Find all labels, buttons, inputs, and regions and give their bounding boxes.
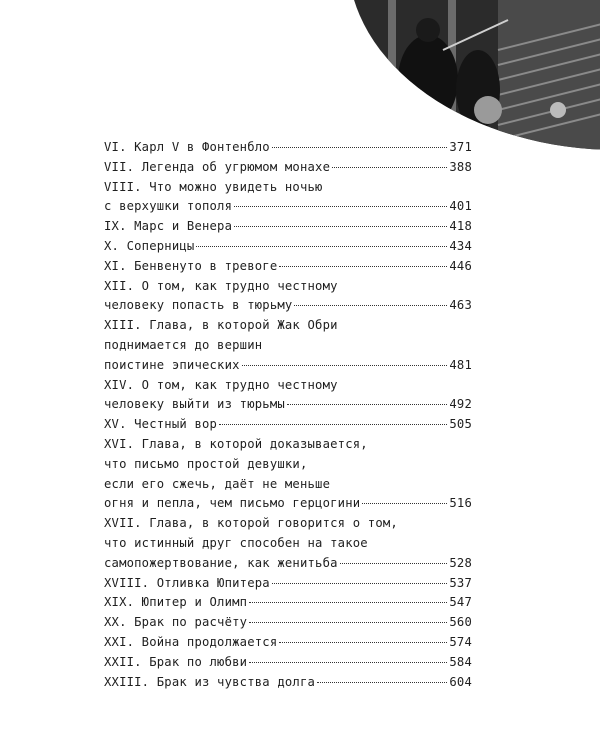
toc-entry-line <box>104 178 472 198</box>
toc-entry <box>104 257 472 277</box>
toc-entry-title: XIX. Юпитер и Олимп <box>104 595 248 610</box>
toc-entry-title: человеку попасть в тюрьму <box>104 298 293 313</box>
toc-entry <box>104 633 472 653</box>
toc-entry-line <box>104 336 472 356</box>
toc-leader-dots <box>332 166 447 168</box>
toc-page-number: 505 <box>449 417 472 432</box>
toc-entry-title: с верхушки тополя <box>104 199 233 214</box>
toc-entry-line <box>104 455 472 475</box>
toc-entry-line <box>104 673 472 693</box>
toc-entry-title: XIII. Глава, в которой Жак Обри <box>104 318 338 333</box>
toc-entry-line <box>104 395 472 415</box>
toc-entry-title: XXI. Война продолжается <box>104 634 278 649</box>
toc-entry-line <box>104 554 472 574</box>
toc-entry-line <box>104 277 472 297</box>
toc-entry-line <box>104 138 472 158</box>
toc-entry-line <box>104 197 472 217</box>
toc-entry-title: что письмо простой девушки, <box>104 456 308 471</box>
toc-page-number: 560 <box>449 615 472 630</box>
toc-entry <box>104 574 472 594</box>
toc-entry <box>104 435 472 514</box>
toc-entry-line <box>104 435 472 455</box>
toc-entry-line <box>104 475 472 495</box>
toc-page-number: 537 <box>449 575 472 590</box>
toc-page-number: 434 <box>449 238 472 253</box>
toc-leader-dots <box>249 601 447 603</box>
toc-entry <box>104 237 472 257</box>
toc-entry-title: огня и пепла, чем письмо герцогини <box>104 496 361 511</box>
toc-entry-title: VIII. Что можно увидеть ночью <box>104 179 323 194</box>
toc-entry-line <box>104 574 472 594</box>
toc-page-number: 401 <box>449 199 472 214</box>
toc-entry-line <box>104 514 472 534</box>
toc-page-number: 371 <box>449 140 472 154</box>
toc-entry-title: IX. Марс и Венера <box>104 219 233 234</box>
toc-leader-dots <box>242 364 448 366</box>
toc-entry-title: XII. О том, как трудно честному <box>104 278 338 293</box>
toc-leader-dots <box>317 681 447 683</box>
toc-page-number: 516 <box>449 496 472 511</box>
toc-entry-title: XXII. Брак по любви <box>104 654 248 669</box>
toc-page-number: 584 <box>449 654 472 669</box>
toc-entry-line <box>104 237 472 257</box>
toc-page-number: 528 <box>449 555 472 570</box>
toc-entry-title: XIV. О том, как трудно честному <box>104 377 338 392</box>
toc-entry <box>104 673 472 693</box>
toc-entry-line <box>104 593 472 613</box>
toc-leader-dots <box>287 403 447 405</box>
toc-page-number: 388 <box>449 159 472 174</box>
toc-entry-title: если его сжечь, даёт не меньше <box>104 476 331 491</box>
toc-entry <box>104 376 472 416</box>
toc-leader-dots <box>340 562 448 564</box>
toc-entry-line <box>104 217 472 237</box>
chapter-illustration <box>348 0 600 150</box>
toc-entry <box>104 653 472 673</box>
toc-page-number: 574 <box>449 634 472 649</box>
toc-entry-title: XI. Бенвенуто в тревоге <box>104 258 278 273</box>
toc-entry-title: XXIII. Брак из чувства долга <box>104 674 316 689</box>
toc-entry-title: VII. Легенда об угрюмом монахе <box>104 159 331 174</box>
toc-page-number: 547 <box>449 595 472 610</box>
toc-entry <box>104 178 472 218</box>
toc-leader-dots <box>249 621 447 623</box>
toc-entry-line <box>104 376 472 396</box>
toc-entry <box>104 613 472 633</box>
toc-entry-line <box>104 356 472 376</box>
toc-leader-dots <box>279 641 447 643</box>
toc-leader-dots <box>272 582 448 584</box>
toc-entry-line <box>104 534 472 554</box>
toc-entry-line <box>104 633 472 653</box>
toc-entry-title: что истинный друг способен на такое <box>104 535 368 550</box>
toc-entry-line <box>104 653 472 673</box>
toc-page-number: 463 <box>449 298 472 313</box>
toc-entry-line <box>104 316 472 336</box>
toc-leader-dots <box>234 205 447 207</box>
toc-leader-dots <box>219 423 447 425</box>
toc-entry-title: XVI. Глава, в которой доказывается, <box>104 436 368 451</box>
toc-entry-title: XV. Честный вор <box>104 417 218 432</box>
toc-entry <box>104 514 472 573</box>
toc-entry <box>104 158 472 178</box>
toc-entry-title: поднимается до вершин <box>104 337 263 352</box>
toc-entry-line <box>104 613 472 633</box>
toc-page-number: 446 <box>449 258 472 273</box>
toc-entry-title: самопожертвование, как женитьба <box>104 555 338 570</box>
toc-entry-line <box>104 158 472 178</box>
toc-leader-dots <box>234 225 447 227</box>
toc-leader-dots <box>279 265 447 267</box>
toc-entry <box>104 217 472 237</box>
toc-leader-dots <box>272 146 448 148</box>
toc-entry <box>104 138 472 158</box>
toc-entry-title: X. Соперницы <box>104 238 195 253</box>
toc-page-number: 481 <box>449 357 472 372</box>
toc-leader-dots <box>249 661 447 663</box>
toc-entry-title: поистине эпических <box>104 357 240 372</box>
toc-entry-line <box>104 257 472 277</box>
toc-entry-title: XX. Брак по расчёту <box>104 615 248 630</box>
toc-leader-dots <box>362 502 447 504</box>
table-of-contents <box>104 138 472 692</box>
toc-entry-title: XVII. Глава, в которой говорится о том, <box>104 516 398 531</box>
toc-entry-title: XVIII. Отливка Юпитера <box>104 575 270 590</box>
toc-leader-dots <box>196 245 447 247</box>
toc-page-number: 418 <box>449 219 472 234</box>
toc-entry-line <box>104 494 472 514</box>
toc-page-number: 492 <box>449 397 472 412</box>
toc-entry <box>104 277 472 317</box>
toc-entry <box>104 316 472 375</box>
toc-entry <box>104 593 472 613</box>
toc-entry <box>104 415 472 435</box>
toc-entry-line <box>104 415 472 435</box>
toc-leader-dots <box>294 304 447 306</box>
toc-entry-line <box>104 296 472 316</box>
toc-entry-title: человеку выйти из тюрьмы <box>104 397 285 412</box>
toc-page-number: 604 <box>449 674 472 689</box>
toc-entry-title: VI. Карл V в Фонтенбло <box>104 140 270 154</box>
